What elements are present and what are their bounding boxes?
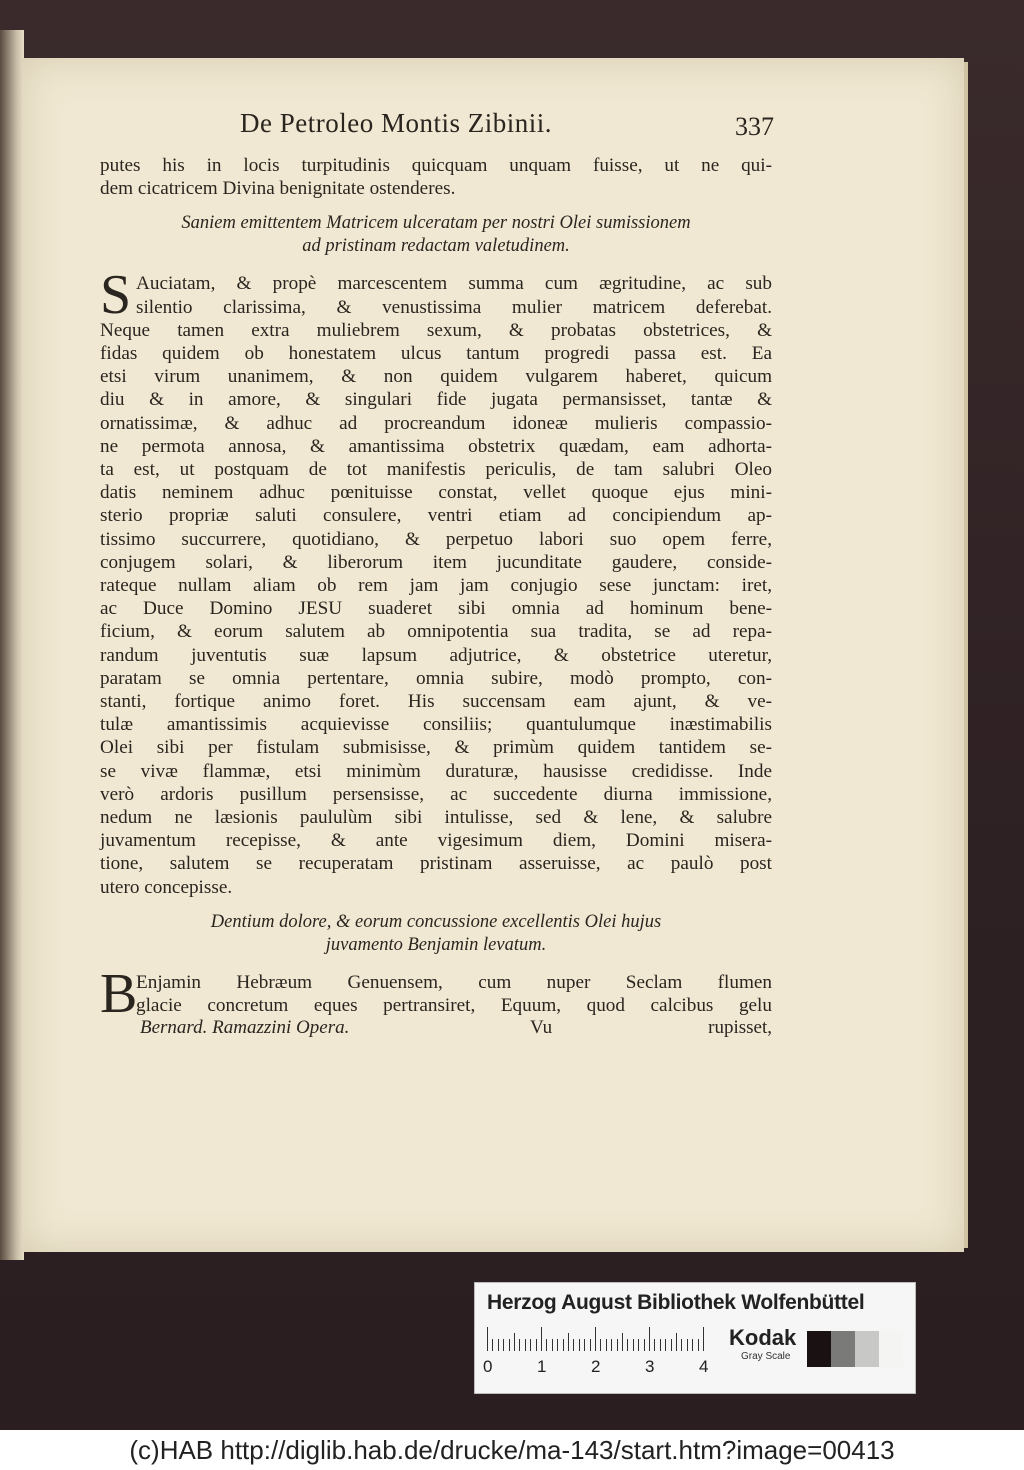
ruler-tick — [536, 1339, 537, 1351]
text-line: ornatissimæ, & adhuc ad procreandum idoneæ mulieris compassio- — [100, 412, 772, 434]
ruler-tick — [660, 1339, 661, 1351]
text-line: dem cicatricem Divina benignitate ostenderes. — [100, 178, 456, 200]
paragraph-2 — [100, 264, 772, 898]
ruler-tick — [546, 1339, 547, 1351]
text-line: utero concepisse. — [100, 876, 233, 898]
text-line: datis neminem adhuc pœnituisse constat, vellet quoque ejus mini- — [100, 482, 772, 504]
catchword: rupisset, — [708, 1017, 772, 1039]
ruler-tick — [671, 1339, 672, 1351]
ruler-tick — [519, 1339, 520, 1351]
text-line: Auciatam, & propè marcescentem summa cum ægritudine, ac sub — [136, 273, 772, 295]
ruler-tick — [654, 1339, 655, 1351]
ruler-tick — [573, 1339, 574, 1351]
ruler-tick — [568, 1333, 569, 1351]
ruler-tick — [509, 1339, 510, 1351]
ruler-tick — [638, 1339, 639, 1351]
text-line: Enjamin Hebræum Genuensem, cum nuper Seclam flumen — [136, 971, 772, 993]
ruler-tick — [579, 1339, 580, 1351]
ruler-tick — [627, 1339, 628, 1351]
ruler-tick — [541, 1327, 542, 1351]
running-head: De Petroleo Montis Zibinii. — [240, 108, 552, 138]
library-color-card — [474, 1282, 916, 1394]
ruler-number: 1 — [537, 1357, 547, 1376]
page-number: 337 — [735, 112, 774, 141]
text-line: ac Duce Domino JESU suaderet sibi omnia ad hominum bene- — [100, 598, 772, 620]
text-line: paratam se omnia pertentare, omnia subire, modò prompto, con- — [100, 667, 772, 689]
gray-scale-label: Gray Scale — [741, 1351, 791, 1362]
text-line: ficium, & eorum salutem ab omnipotentia sua tradita, se ad repa- — [100, 621, 772, 643]
ruler-tick — [622, 1333, 623, 1351]
page-edge — [964, 62, 968, 1248]
ruler-tick — [698, 1339, 699, 1351]
ruler-tick — [503, 1339, 504, 1351]
heading-line: ad pristinam redactam valetudinem. — [302, 236, 570, 257]
section-heading-1 — [100, 212, 772, 258]
text-line: Neque tamen extra muliebrem sexum, & probatas obstetrices, & — [100, 319, 772, 341]
paragraph-1 — [100, 154, 772, 200]
ruler-tick — [687, 1339, 688, 1351]
ruler-tick — [584, 1339, 585, 1351]
text-line: sterio propriæ saluti consulere, ventri etiam ad concipiendum ap- — [100, 505, 772, 527]
text-line: conjugem solari, & liberorum item jucunditate gaudere, conside- — [100, 551, 772, 573]
text-line: ta est, ut postquam de tot manifestis periculis, de tam salubri Oleo — [100, 459, 772, 481]
ruler-tick — [617, 1339, 618, 1351]
gray-swatch — [807, 1331, 831, 1367]
gray-swatch — [879, 1331, 903, 1367]
text-line: glacie concretum eques pertransiret, Equum, quod calcibus gelu — [136, 995, 772, 1017]
ruler-tick — [514, 1333, 515, 1351]
drop-capital: B — [100, 962, 138, 1025]
text-line: Olei sibi per fistulam submisisse, & primùm quidem tantidem se- — [100, 737, 772, 759]
book-page — [22, 58, 964, 1252]
ruler-tick — [665, 1339, 666, 1351]
ruler-tick — [557, 1339, 558, 1351]
ruler-tick — [600, 1339, 601, 1351]
measurement-ruler — [487, 1327, 705, 1351]
ruler-tick — [633, 1339, 634, 1351]
text-line: stanti, fortique animo foret. His succensam eam ajunt, & ve- — [100, 691, 772, 713]
text-line: verò ardoris pusillum persensisse, ac succedente diurna immissione, — [100, 783, 772, 805]
ruler-number: 4 — [699, 1357, 709, 1376]
text-line: diu & in amore, & singulari fide jugata permansisset, tantæ & — [100, 389, 772, 411]
text-line: randum juventutis suæ lapsum adjutrice, & obstetrice uteretur, — [100, 644, 772, 666]
ruler-tick — [606, 1339, 607, 1351]
text-line: nedum ne læsionis paululùm sibi intulisse, sed & lene, & salubre — [100, 807, 772, 829]
section-heading-2 — [100, 911, 772, 957]
gray-swatch — [855, 1331, 879, 1367]
text-line: se vivæ flammæ, etsi minimùm duraturæ, hausisse credidisse. Inde — [100, 760, 772, 782]
text-line: tissimo succurrere, quotidiano, & perpetuo labori suo opem ferre, — [100, 528, 772, 550]
text-line: etsi virum unanimem, & non quidem vulgarem haberet, quicum — [100, 366, 772, 388]
page-text — [100, 108, 772, 1043]
paragraph-2-body — [100, 264, 772, 898]
heading-line: Saniem emittentem Matricem ulceratam per nostri Olei sumissionem — [181, 213, 691, 234]
ruler-number: 0 — [483, 1357, 493, 1376]
ruler-tick — [595, 1327, 596, 1351]
signature-line: Bernard. Ramazzini Opera. — [140, 1017, 350, 1039]
copyright-url: (c)HAB http://diglib.hab.de/drucke/ma-143/start.htm?image=00413 — [0, 1430, 1024, 1470]
facing-page-edge — [0, 30, 24, 1260]
text-line: ne permota annosa, & amantissima obstetrix quædam, eam adhorta- — [100, 435, 772, 457]
page-footer — [100, 1017, 772, 1043]
ruler-tick — [681, 1339, 682, 1351]
paragraph-3-body — [100, 962, 772, 1025]
ruler-tick — [492, 1339, 493, 1351]
ruler-tick — [563, 1339, 564, 1351]
ruler-tick — [525, 1339, 526, 1351]
text-line: rateque nullam aliam ob rem jam jam conjugio sese junctam: iret, — [100, 575, 772, 597]
signature-mark: Vu — [530, 1017, 553, 1039]
ruler-number: 2 — [591, 1357, 601, 1376]
library-name: Herzog August Bibliothek Wolfenbüttel — [487, 1291, 865, 1314]
ruler-tick — [487, 1327, 488, 1351]
ruler-tick — [530, 1339, 531, 1351]
heading-line: juvamento Benjamin levatum. — [325, 934, 547, 955]
ruler-tick — [644, 1339, 645, 1351]
drop-capital: S — [100, 264, 132, 327]
ruler-tick — [676, 1333, 677, 1351]
heading-line: Dentium dolore, & eorum concussione excellentis Olei hujus — [210, 911, 662, 932]
text-line: silentio clarissima, & venustissima mulier matricem deferebat. — [136, 296, 772, 318]
ruler-tick — [692, 1339, 693, 1351]
paragraph-3 — [100, 962, 772, 1025]
ruler-tick — [498, 1339, 499, 1351]
ruler-tick — [590, 1339, 591, 1351]
text-line: tione, salutem se recuperatam pristinam asseruisse, ac paulò post — [100, 853, 772, 875]
page-header — [100, 108, 772, 154]
text-line: putes his in locis turpitudinis quicquam unquam fuisse, ut ne qui- — [100, 155, 772, 176]
ruler-tick — [649, 1327, 650, 1351]
gray-swatch — [831, 1331, 855, 1367]
ruler-number: 3 — [645, 1357, 655, 1376]
text-line: tulæ amantissimis acquievisse consiliis; quantulumque inæstimabilis — [100, 714, 772, 736]
gray-scale-swatches — [807, 1331, 903, 1367]
text-line: juvamentum recepisse, & ante vigesimum diem, Domini misera- — [100, 830, 772, 852]
kodak-logo: Kodak — [729, 1325, 797, 1350]
text-line: fidas quidem ob honestatem ulcus tantum progredi passa est. Ea — [100, 343, 772, 365]
ruler-tick — [552, 1339, 553, 1351]
ruler-tick — [703, 1327, 704, 1351]
ruler-tick — [611, 1339, 612, 1351]
